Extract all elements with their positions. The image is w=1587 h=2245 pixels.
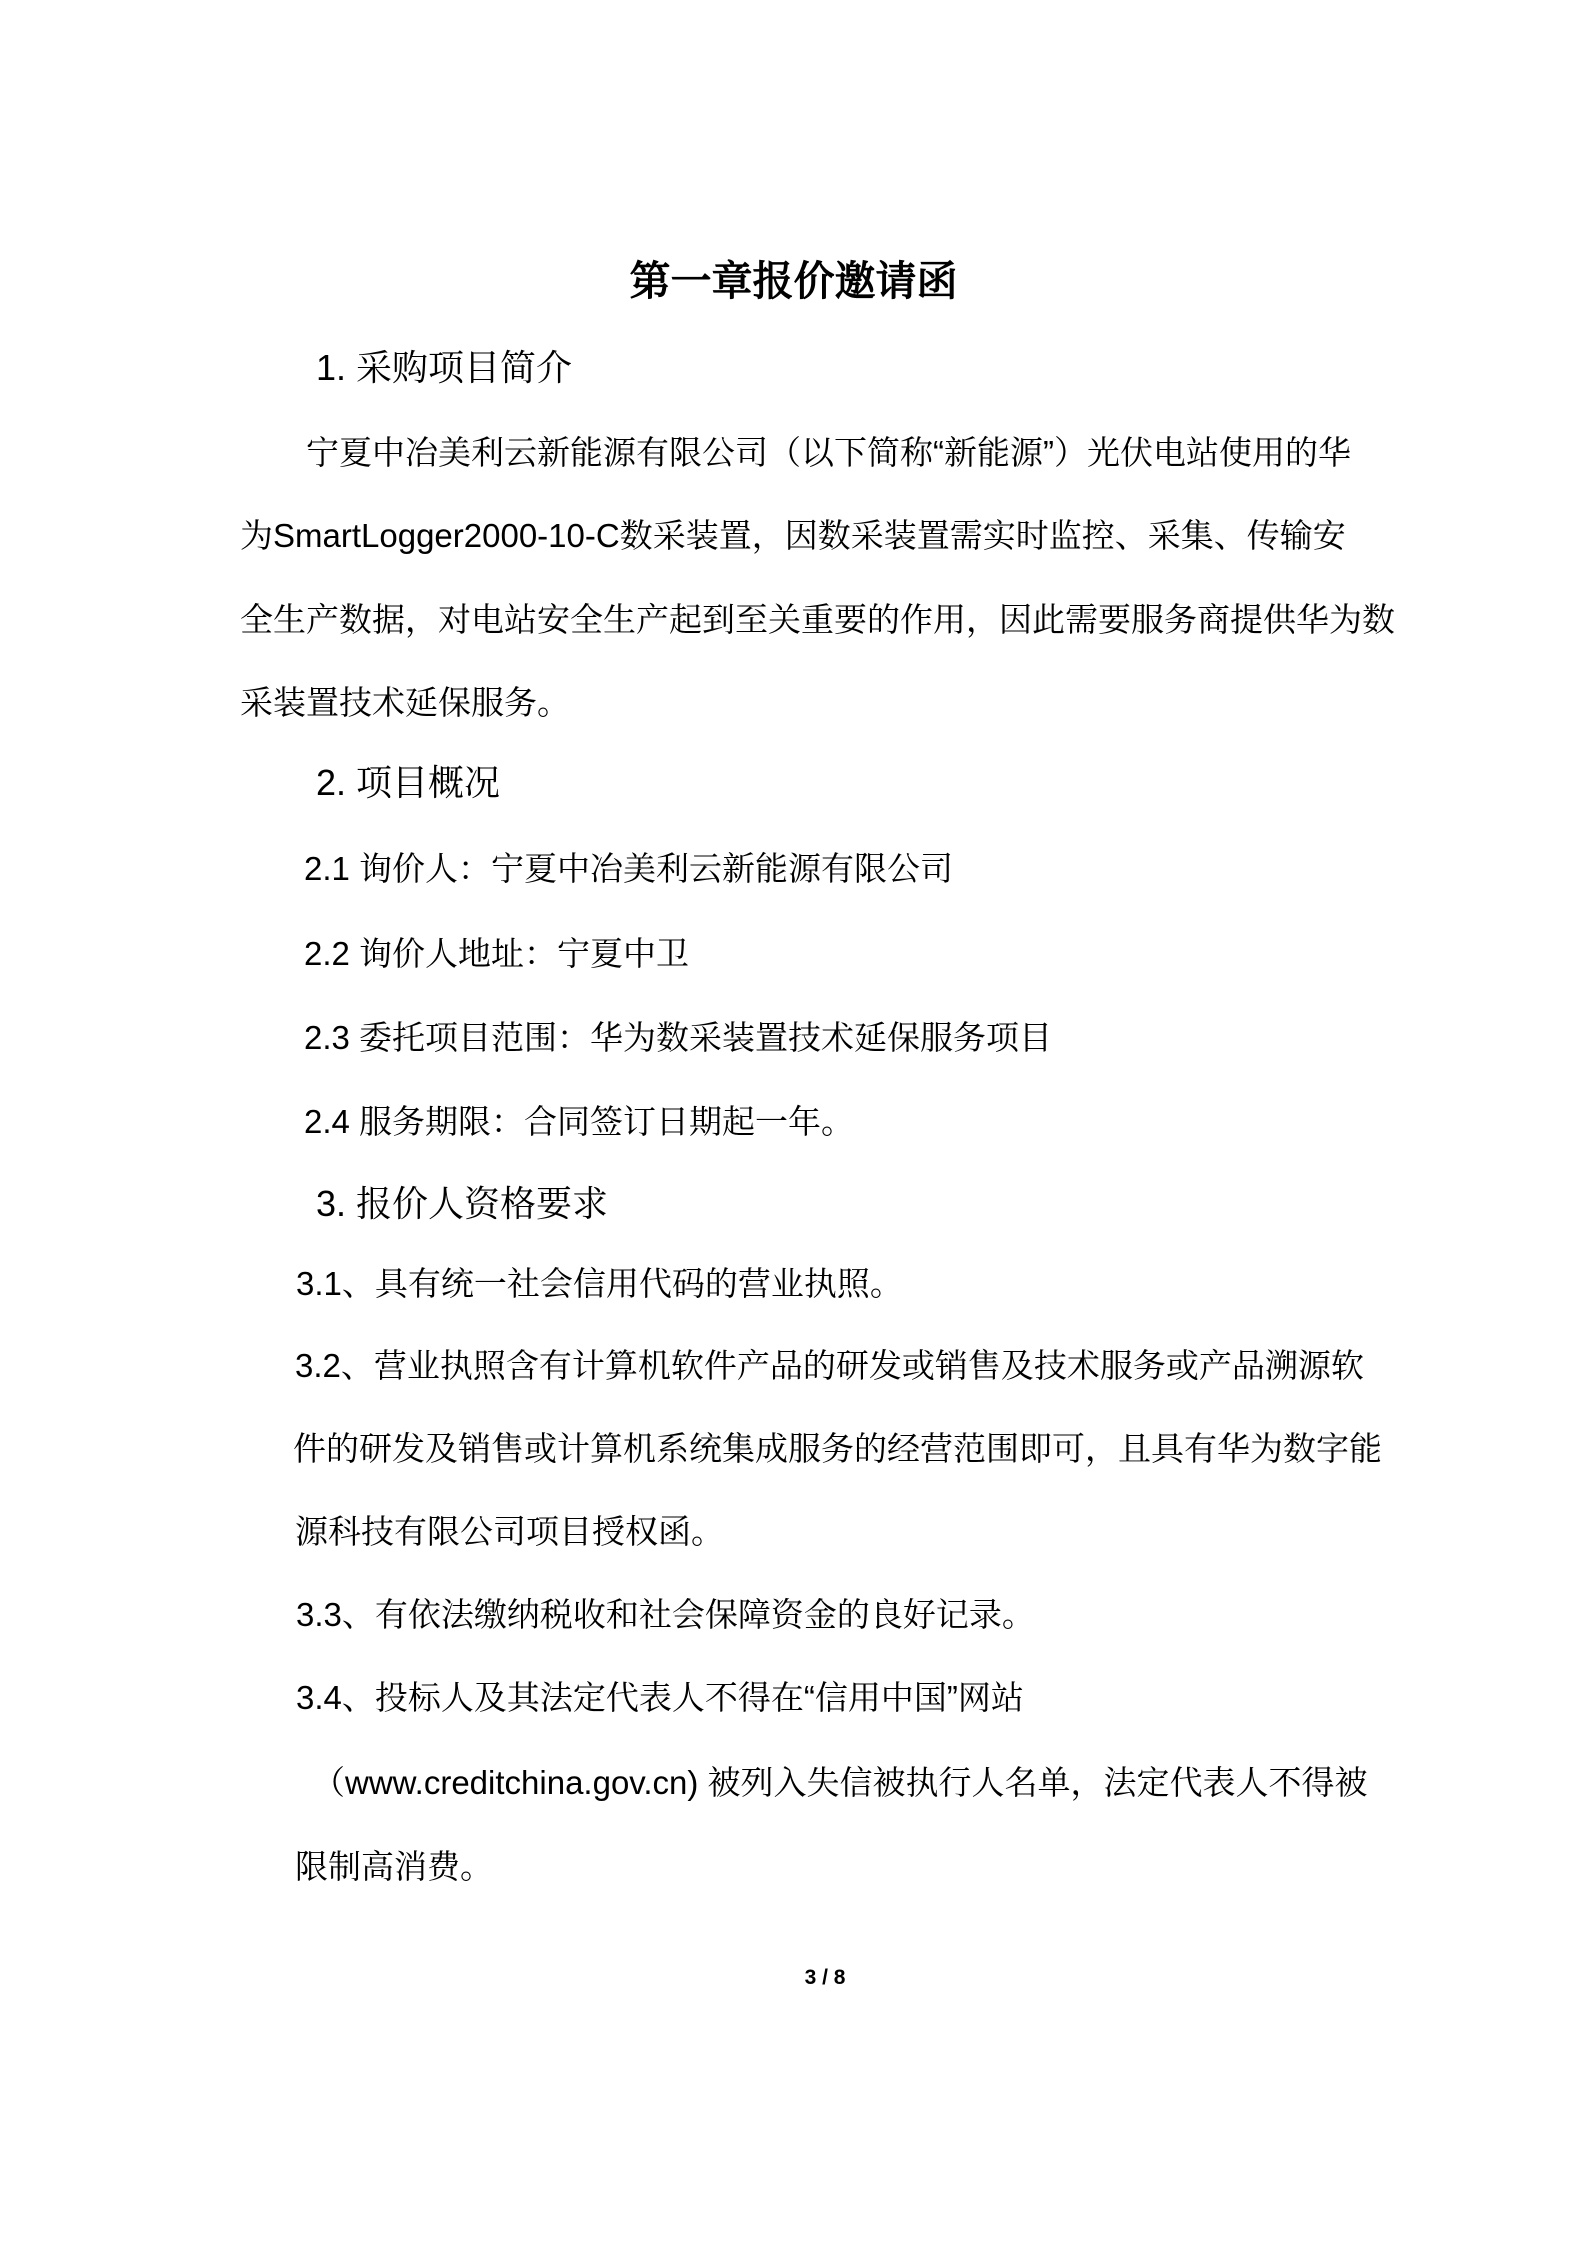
section-3-item: 3.1、具有统一社会信用代码的营业执照。 [296, 1265, 903, 1302]
chapter-title: 第一章报价邀请函 [629, 258, 958, 304]
section-3-item-line: 3.2、营业执照含有计算机软件产品的研发或销售及技术服务或产品溯源软 [295, 1347, 1364, 1384]
page-number: 3 / 8 [804, 1966, 846, 1989]
section-1-paragraph-line: 采装置技术延保服务。 [240, 684, 570, 721]
section-1-paragraph-line: 全生产数据，对电站安全生产起到至关重要的作用，因此需要服务商提供华为数 [240, 601, 1395, 638]
section-3-heading: 3. 报价人资格要求 [316, 1183, 609, 1224]
section-3-item-line: （www.creditchina.gov.cn) 被列入失信被执行人名单，法定代表人不得被 [312, 1764, 1368, 1801]
section-1-paragraph-line: 宁夏中冶美利云新能源有限公司（以下简称“新能源”）光伏电站使用的华 [306, 434, 1351, 471]
section-2-item: 2.1 询价人：宁夏中冶美利云新能源有限公司 [304, 850, 954, 887]
section-3-item-line: 件的研发及销售或计算机系统集成服务的经营范围即可，且具有华为数字能 [293, 1430, 1382, 1467]
section-3-item-line: 源科技有限公司项目授权函。 [295, 1513, 724, 1550]
section-3-item-line: 3.4、投标人及其法定代表人不得在“信用中国”网站 [296, 1679, 1024, 1716]
section-1-paragraph-line: 为SmartLogger2000-10-C数采装置，因数采装置需实时监控、采集、传输安 [240, 517, 1346, 554]
section-3-item-line: 限制高消费。 [295, 1848, 493, 1885]
section-3-item: 3.3、有依法缴纳税收和社会保障资金的良好记录。 [296, 1596, 1035, 1633]
section-2-heading: 2. 项目概况 [316, 762, 501, 803]
section-2-item: 2.3 委托项目范围：华为数采装置技术延保服务项目 [304, 1019, 1053, 1056]
section-2-item: 2.4 服务期限：合同签订日期起一年。 [304, 1103, 855, 1140]
section-1-heading: 1. 采购项目简介 [316, 347, 573, 388]
section-2-item: 2.2 询价人地址：宁夏中卫 [304, 935, 690, 972]
